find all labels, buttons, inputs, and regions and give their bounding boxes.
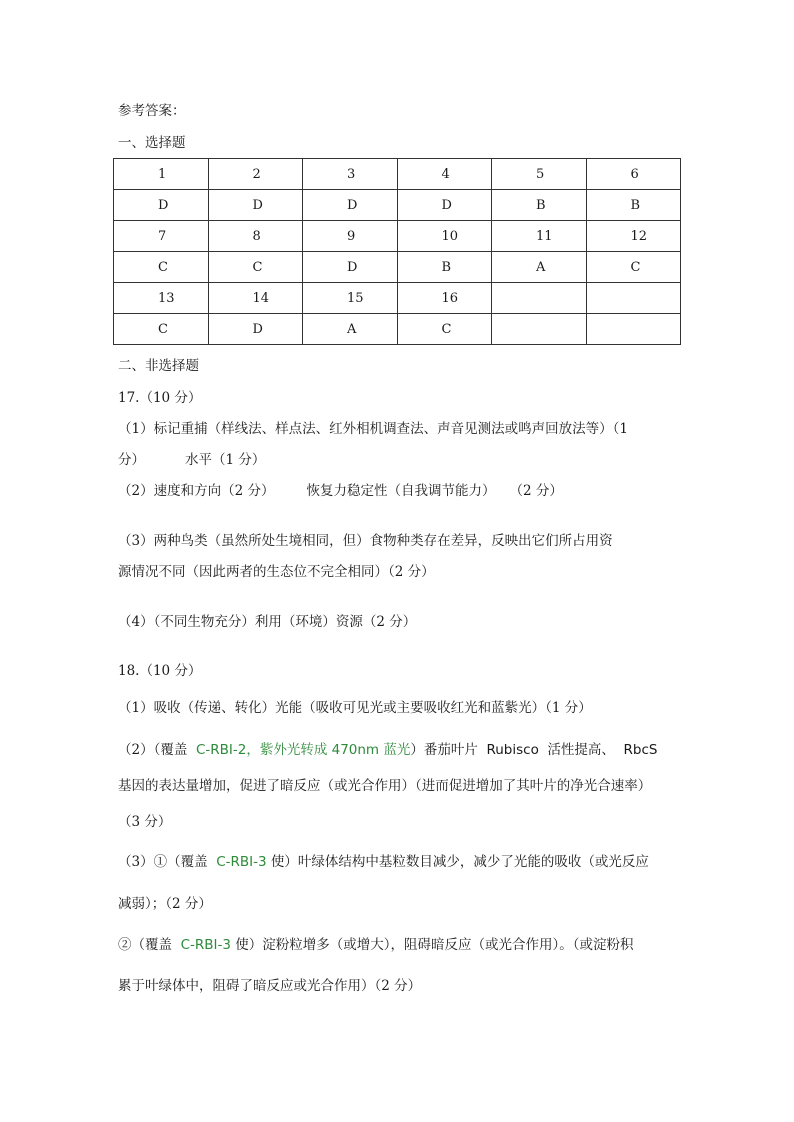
table-cell: 1 bbox=[114, 159, 209, 190]
table-cell: 6 bbox=[586, 159, 681, 190]
table-cell: 2 bbox=[208, 159, 303, 190]
q18-part2-line2: 基因的表达量增加，促进了暗反应（或光合作用）（进而促进增加了其叶片的净光合速率） bbox=[118, 778, 652, 794]
q18-part2-line1 bbox=[118, 741, 657, 759]
table-cell: C bbox=[114, 252, 209, 283]
table-row bbox=[114, 283, 681, 314]
table-cell: D bbox=[397, 190, 492, 221]
table-cell: C bbox=[208, 252, 303, 283]
table-cell: D bbox=[208, 190, 303, 221]
table-cell: 11 bbox=[492, 221, 587, 252]
section-choice-heading: 一、选择题 bbox=[118, 135, 186, 151]
section-nonchoice-heading: 二、非选择题 bbox=[118, 358, 199, 374]
table-cell bbox=[586, 314, 681, 345]
q18-part2-highlight: C-RBI-2，紫外光转成 470nm 蓝光 bbox=[195, 742, 411, 758]
table-cell: 4 bbox=[397, 159, 492, 190]
q18-part4-text: 使）淀粉粒增多（或增大），阻碍暗反应（或光合作用）。（或淀粉积 bbox=[235, 937, 634, 953]
q17-part3-line2: 源情况不同（因此两者的生态位不完全相同）（2 分） bbox=[118, 564, 435, 580]
table-cell: C bbox=[397, 314, 492, 345]
q18-part4-line2: 累于叶绿体中，阻碍了暗反应或光合作用）（2 分） bbox=[118, 978, 422, 994]
table-cell: B bbox=[397, 252, 492, 283]
q17-part1-answer2: 水平（1 分） bbox=[185, 452, 266, 468]
table-cell: C bbox=[586, 252, 681, 283]
table-row bbox=[114, 221, 681, 252]
table-cell: 12 bbox=[586, 221, 681, 252]
table-cell: 8 bbox=[208, 221, 303, 252]
table-cell: B bbox=[586, 190, 681, 221]
q18-part3-highlight: C-RBI-3 bbox=[216, 854, 267, 870]
table-cell: A bbox=[492, 252, 587, 283]
q17-part1-line2 bbox=[118, 451, 265, 469]
q17-part2-score: （2 分） bbox=[509, 483, 563, 499]
q18-part2-rbcs: RbcS bbox=[623, 742, 658, 758]
q18-part3-text: 使）叶绿体结构中基粒数目减少，减少了光能的吸收（或光反应 bbox=[270, 854, 649, 870]
q18-part2-mid: ）番茄叶片 bbox=[410, 742, 478, 758]
table-cell: 9 bbox=[303, 221, 398, 252]
table-cell: D bbox=[303, 190, 398, 221]
page-title: 参考答案： bbox=[118, 103, 186, 119]
table-cell: D bbox=[114, 190, 209, 221]
table-cell: D bbox=[208, 314, 303, 345]
table-row bbox=[114, 190, 681, 221]
q18-part2-line3: （3 分） bbox=[118, 814, 172, 830]
table-cell bbox=[492, 283, 587, 314]
q18-part4-line1 bbox=[118, 936, 634, 954]
table-row bbox=[114, 159, 681, 190]
q17-part3-line1: （3）两种鸟类（虽然所处生境相同，但）食物种类存在差异，反映出它们所占用资 bbox=[118, 533, 613, 549]
table-cell bbox=[586, 283, 681, 314]
table-cell: 13 bbox=[114, 283, 209, 314]
choice-answer-table bbox=[113, 158, 681, 345]
table-cell: 5 bbox=[492, 159, 587, 190]
table-row bbox=[114, 314, 681, 345]
q18-header: 18.（10 分） bbox=[118, 663, 202, 679]
table-cell: D bbox=[303, 252, 398, 283]
q18-part2-mid2: 活性提高、 bbox=[547, 742, 615, 758]
q17-part2-answer1: （2）速度和方向（2 分） bbox=[118, 483, 275, 499]
q18-part4-prefix: ②（覆盖 bbox=[118, 937, 172, 953]
table-cell: B bbox=[492, 190, 587, 221]
table-cell: 14 bbox=[208, 283, 303, 314]
q18-part4-highlight: C-RBI-3 bbox=[180, 937, 231, 953]
table-row bbox=[114, 252, 681, 283]
q18-part3-line2: 减弱）；（2 分） bbox=[118, 896, 212, 912]
q18-part3-prefix: （3）①（覆盖 bbox=[118, 854, 208, 870]
table-cell: 3 bbox=[303, 159, 398, 190]
q18-part2-rubisco: Rubisco bbox=[486, 742, 539, 758]
table-cell bbox=[492, 314, 587, 345]
table-cell: 16 bbox=[397, 283, 492, 314]
q17-part2-answer2: 恢复力稳定性（自我调节能力） bbox=[306, 483, 496, 499]
q17-part2 bbox=[118, 482, 563, 500]
table-cell: 10 bbox=[397, 221, 492, 252]
q17-part1-line1: （1）标记重捕（样线法、样点法、红外相机调查法、声音见测法或鸣声回放法等）（1 bbox=[118, 421, 628, 437]
table-cell: C bbox=[114, 314, 209, 345]
table-cell: A bbox=[303, 314, 398, 345]
q17-part4: （4）（不同生物充分）利用（环境）资源（2 分） bbox=[118, 614, 417, 630]
q17-header: 17.（10 分） bbox=[118, 390, 202, 406]
q18-part3-line1 bbox=[118, 853, 649, 871]
table-cell: 15 bbox=[303, 283, 398, 314]
q18-part2-prefix: （2）（覆盖 bbox=[118, 742, 188, 758]
table-cell: 7 bbox=[114, 221, 209, 252]
q17-part1-score: 分） bbox=[118, 452, 145, 468]
q18-part1: （1）吸收（传递、转化）光能（吸收可见光或主要吸收红光和蓝紫光）（1 分） bbox=[118, 700, 592, 716]
